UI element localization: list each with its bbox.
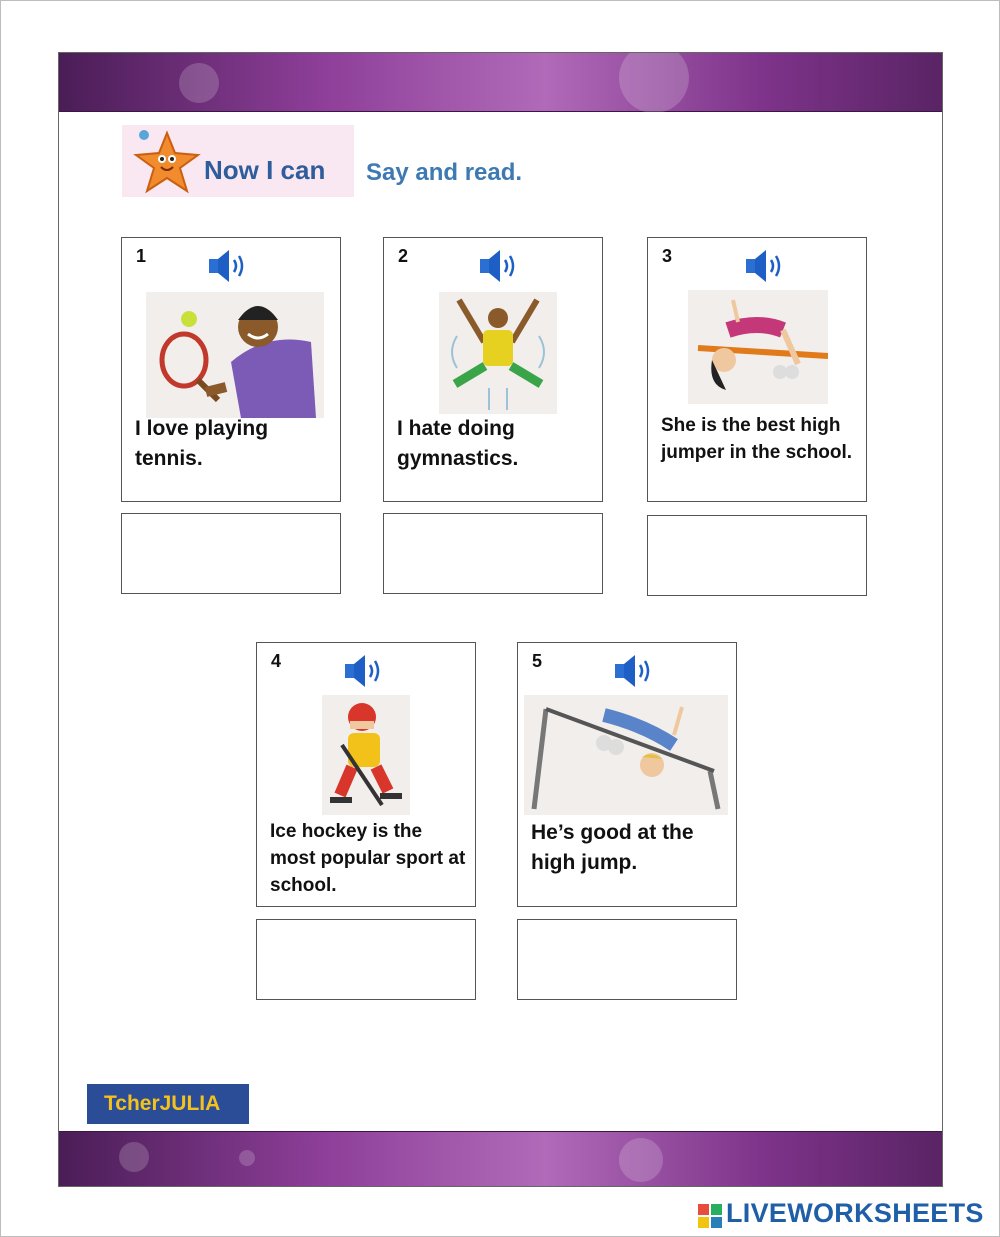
speaker-icon[interactable] [205,246,249,286]
bottom-banner [59,1131,942,1187]
sentence: I hate doing gymnastics. [397,417,519,470]
answer-box-1[interactable] [121,513,341,594]
sentence: He’s good at the high jump. [531,821,694,874]
high-jump-boy-picture [524,695,728,815]
worksheet-page [58,52,943,1187]
high-jump-girl-picture [688,290,828,404]
now-i-can-title: Now I can [204,155,326,185]
speaker-icon[interactable] [476,246,520,286]
answer-box-5[interactable] [517,919,737,1000]
card-4 [256,642,476,907]
tennis-picture [146,292,324,418]
answer-box-2[interactable] [383,513,603,594]
speaker-icon[interactable] [341,651,385,691]
instruction: Say and read. [366,159,523,186]
card-number: 2 [398,246,409,266]
card-3 [647,237,867,502]
card-5 [517,642,737,907]
ice-hockey-picture [322,695,410,815]
card-number: 4 [271,651,282,671]
card-number: 1 [136,246,147,266]
card-1 [121,237,341,502]
card-number: 5 [532,651,543,671]
starfish-icon [132,129,202,195]
sentence: Ice hockey is the most popular sport at school. [270,821,466,896]
author-tag: TcherJULIA [87,1084,249,1124]
liveworksheets-icon [698,1204,722,1228]
gymnastics-picture [439,292,557,414]
card-2 [383,237,603,502]
brand-name: LIVEWORKSHEETS [726,1198,984,1228]
speaker-icon[interactable] [742,246,786,286]
top-banner [59,53,942,112]
header-badge [122,125,354,197]
answer-box-3[interactable] [647,515,867,596]
speaker-icon[interactable] [611,651,655,691]
sentence: She is the best high jumper in the school. [661,415,853,463]
sentence: I love playing tennis. [135,417,269,470]
answer-box-4[interactable] [256,919,476,1000]
card-number: 3 [662,246,673,266]
